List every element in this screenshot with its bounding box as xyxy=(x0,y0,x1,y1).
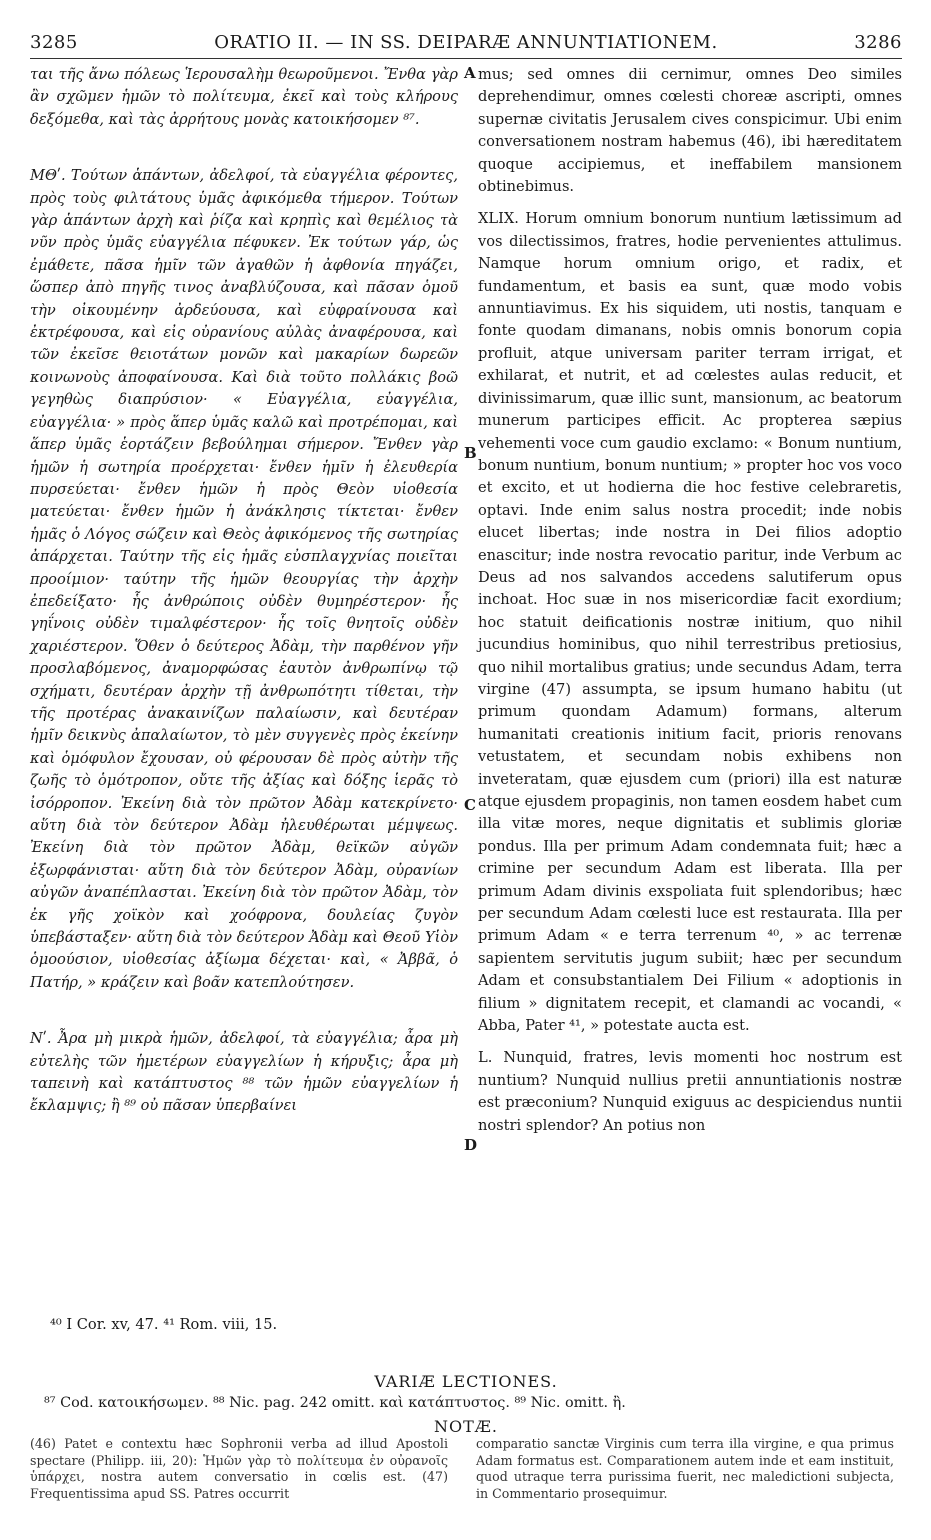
latin-column xyxy=(478,64,902,1137)
left-page-number: 3285 xyxy=(30,32,78,53)
notae-right-column xyxy=(476,1436,894,1502)
notae-heading: NOTÆ. xyxy=(434,1417,498,1436)
variae-lectiones xyxy=(30,1372,902,1440)
greek-column xyxy=(30,64,458,1118)
section-marker-b: B xyxy=(464,444,477,462)
section-marker-c: C xyxy=(464,796,476,814)
running-header xyxy=(30,28,902,59)
variae-heading: VARIÆ LECTIONES. xyxy=(374,1372,558,1391)
section-marker-d: D xyxy=(464,1136,478,1154)
scripture-references: ⁴⁰ I Cor. xv, 47. ⁴¹ Rom. viii, 15. xyxy=(50,1316,278,1333)
greek-paragraph-1: ται τῆς ἄνω πόλεως Ἱερουσαλὴμ θεωροῦμενοι. Ἔνθα γὰρ ἂν σχῶμεν ἡμῶν τὸ πολίτευμα, ἐκεῖ καὶ τοὺς κλήρους δεξόμεθα, καὶ τὰς ἀρρήτους μονὰς κατοικήσομεν ⁸⁷. xyxy=(30,66,458,128)
latin-paragraph-3: L. Nunquid, fratres, levis momenti hoc nostrum est nuntium? Nunquid nullius pretii annuntiationis nostræ est præconium? Nunquid exiguus ac despiciendus nuntii nostri splendor? An potius non xyxy=(478,1049,902,1134)
section-marker-a: A xyxy=(464,64,476,82)
notae-left-column xyxy=(30,1436,448,1502)
text-columns xyxy=(30,64,902,1364)
latin-paragraph-2: XLIX. Horum omnium bonorum nuntium lætissimum ad vos dilectissimos, fratres, hodie pervenientes attulimus. Namque horum omnium origo, et radix, et fundamentum, et basis ea sunt, quæ modo vobis annuntiavimus. Ex his siquidem, uti nostis, tanquam e fonte quodam dimanans, nobis omnis bonorum copia profluit, atque universam pariter terram irrigat, et exhilarat, et nutrit, et ad cœlestes aulas reducit, et divinissimarum, quæ illic sunt, mansionum, ac beatorum munerum participes efficit. Ac propterea sæpius vehementi voce cum gaudio exclamo: « Bonum nuntium, bonum nuntium, bonum nuntium; » propter hoc vos voco et excito, et ut hodierna die hoc festive celebraretis, optavi. Inde enim salus nostra procedit; inde nobis elucet libertas; inde nostra in Dei filios adoptio enascitur; inde nostra revocatio paritur, inde Verbum ac Deus ad nos salvandos accedens salutiferum opus inchoat. Hoc suæ in nos misericordiæ facit exordium; hoc statuit deificationis nostræ initium, quo nihil jucundius hominibus, quo nihil terrestribus pretiosius, quo nihil mortalibus gratius; unde secundus Adam, terra virgine (47) assumpta, se ipsum humano habitu (ut primum quondam Adamum) formans, alterum humanitati creationis initium facit, prioris renovans vetustatem, et secundam nobis exhibens non inveteratam, quæ ejusdem cum (priori) illa est naturæ atque ejusdem propaginis, non tamen eosdem habet cum illa vitæ mores, neque dignitatis et sublimis gloriæ pondus. Illa per primum Adam condemnata fuit; hæc a crimine per secundum Adam est liberata. Illa per primum Adam divinis exspoliata fuit splendoribus; hæc per secundum Adam cœlesti luce est restaurata. Illa per primum Adam « e terra terrenum ⁴⁰, » ac terrenæ sapientem servitutis jugum subiit; hæc per secundum Adam et consubstantialem Dei Filium « adoptionis in filium » dignitatem recepit, et clamandi ac vocandi, « Abba, Pater ⁴¹, » potestate aucta est. xyxy=(478,210,902,1035)
running-title: ORATIO II. — IN SS. DEIPARÆ ANNUNTIATIONEM. xyxy=(214,32,718,53)
right-page-number: 3286 xyxy=(854,32,902,53)
latin-paragraph-1: mus; sed omnes dii cernimur, omnes Deo similes deprehendimur, omnes cœlesti choreæ ascripti, omnes supernæ civitatis Jerusalem cives conspicimur. Ubi enim conversationem nostram habemus (46), ibi hæreditatem quoque accipiemus, et ineffabilem mansionem obtinebimus. xyxy=(478,66,902,196)
notae-section xyxy=(30,1436,902,1526)
notae-left-text: (46) Patet e contextu hæc Sophronii verba ad illud Apostoli spectare (Philipp. iii, 20): Ἡμῶν γὰρ τὸ πολίτευμα ἐν οὐρανοῖς ὑπάρχει, nostra autem conversatio in cœlis est. (47) Frequentissima apud SS. Patres occurrit xyxy=(30,1436,448,1501)
greek-paragraph-2: ΜΘʹ. Τούτων ἁπάντων, ἀδελφοί, τὰ εὐαγγέλια φέροντες, πρὸς τοὺς φιλτάτους ὑμᾶς ἀφικόμεθα τήμερον. Τούτων γὰρ ἁπάντων ἀρχὴ καὶ ῥίζα καὶ κρηπὶς καὶ θεμέλιος τὰ νῦν πρὸς ὑμᾶς εὐαγγέλια πέφυκεν. Ἐκ τούτων γάρ, ὡς ἐμάθετε, πᾶσα ἡμῖν τῶν ἀγαθῶν ἡ ἀφθονία πηγάζει, ὥσπερ ἀπὸ πηγῆς τινος ἀναβλύζουσα, καὶ πᾶσαν ὁμοῦ τὴν οἰκουμένην ἀρδεύουσα, καὶ εὐφραίνουσα καὶ ἐκτρέφουσα, καὶ εἰς οὐρανίους αὐλὰς ἀναφέρουσα, καὶ τῶν ἐκεῖσε θειοτάτων μονῶν καὶ μακαρίων δωρεῶν κοινωνοὺς ἀποφαίνουσα. Καὶ διὰ τοῦτο πολλάκις βοῶ γεγηθὼς διαπρύσιον· « Εὐαγγέλια, εὐαγγέλια, εὐαγγέλια· » πρὸς ἅπερ ὑμᾶς καλῶ καὶ προτρέπομαι, καὶ ἅπερ ὑμᾶς ἑορτάζειν βεβούλημαι σήμερον. Ἔνθεν γὰρ ἡμῶν ἡ σωτηρία προέρχεται· ἔνθεν ἡμῖν ἡ ἐλευθερία πυρσεύεται· ἔνθεν ἡμῶν ἡ πρὸς Θεὸν υἱοθεσία ματεύεται· ἔνθεν ἡμῶν ἡ ἀνάκλησις τίκτεται· ἔνθεν ἡμᾶς ὁ Λόγος σώζειν καὶ Θεὸς ἀφικόμενος τῆς σωτηρίας ἀπάρχεται. Ταύτην τῆς εἰς ἡμᾶς εὐσπλαγχνίας ποιεῖται προοίμιον· ταύτην τῆς ἡμῶν θεουργίας τὴν ἀρχὴν ἐπεδείξατο· ἧς ἀνθρώποις οὐδὲν θυμηρέστερον· ἧς γηΐνοις οὐδὲν τιμαλφέστερον· ἧς τοῖς θνητοῖς οὐδὲν χαριέστερον. Ὅθεν ὁ δεύτερος Ἀδὰμ, τὴν παρθένον γῆν προσλαβόμενος, ἀναμορφώσας ἑαυτὸν ἀνθρωπίνῳ τῷ σχήματι, δευτέραν ἀρχὴν τῇ ἀνθρωπότητι τίθεται, τὴν τῆς προτέρας ἀνακαινίζων παλαίωσιν, καὶ δευτέραν ἡμῖν δεικνὺς ἀπαλαίωτον, τὸ μὲν συγγενὲς πρὸς ἐκείνην καὶ ὁμόφυλον ἔχουσαν, οὐ φέρουσαν δὲ πρὸς αὐτὴν τῆς ζωῆς τὸ ὁμότροπον, οὔτε τῆς ἀξίας καὶ δόξης ἱερᾶς τὸ ἰσόρροπον. Ἐκείνη διὰ τὸν πρῶτον Ἀδὰμ κατεκρίνετο· αὕτη διὰ τὸν δεύτερον Ἀδὰμ ἠλευθέρωται μέμψεως. Ἐκείνη διὰ τὸν πρῶτον Ἀδὰμ, θεϊκῶν αὐγῶν ἐξωρφάνισται· αὕτη διὰ τὸν δεύτερον Ἀδὰμ, οὐρανίων αὐγῶν ἀναπέπλασται. Ἐκείνη διὰ τὸν πρῶτον Ἀδὰμ, τὸν ἐκ γῆς χοϊκὸν καὶ χοόφρονα, δουλείας ζυγὸν ὑπεβάσταξεν· αὕτη διὰ τὸν δεύτερον Ἀδὰμ καὶ Θεοῦ Υἱὸν ὁμοούσιον, υἱοθεσίας ἀξίωμα δέχεται· καὶ, « Ἀββᾶ, ὁ Πατήρ, » κράζειν καὶ βοᾶν κατεπλούτησεν. xyxy=(30,167,458,991)
page xyxy=(30,28,902,1518)
notae-right-text: comparatio sanctæ Virginis cum terra illa virgine, e qua primus Adam formatus est. Comparationem autem inde et eam instituit, quod utraque terra purissima fuerit, nec maledictioni subjecta, in Commentario prosequimur. xyxy=(476,1436,894,1501)
greek-paragraph-3: Νʹ. Ἆρα μὴ μικρὰ ἡμῶν, ἀδελφοί, τὰ εὐαγγέλια; ἆρα μὴ εὐτελὴς τῶν ἡμετέρων εὐαγγελίων ἡ κήρυξις; ἆρα μὴ ταπεινὴ καὶ κατάπτυστος ⁸⁸ τῶν ἡμῶν εὐαγγελίων ἡ ἔκλαμψις; ἢ ⁸⁹ οὐ πᾶσαν ὑπερβαίνει xyxy=(30,1030,458,1115)
variae-line: ⁸⁷ Cod. κατοικήσωμεν. ⁸⁸ Nic. pag. 242 omitt. καὶ κατάπτυστος. ⁸⁹ Nic. omitt. ἢ. xyxy=(44,1395,626,1411)
